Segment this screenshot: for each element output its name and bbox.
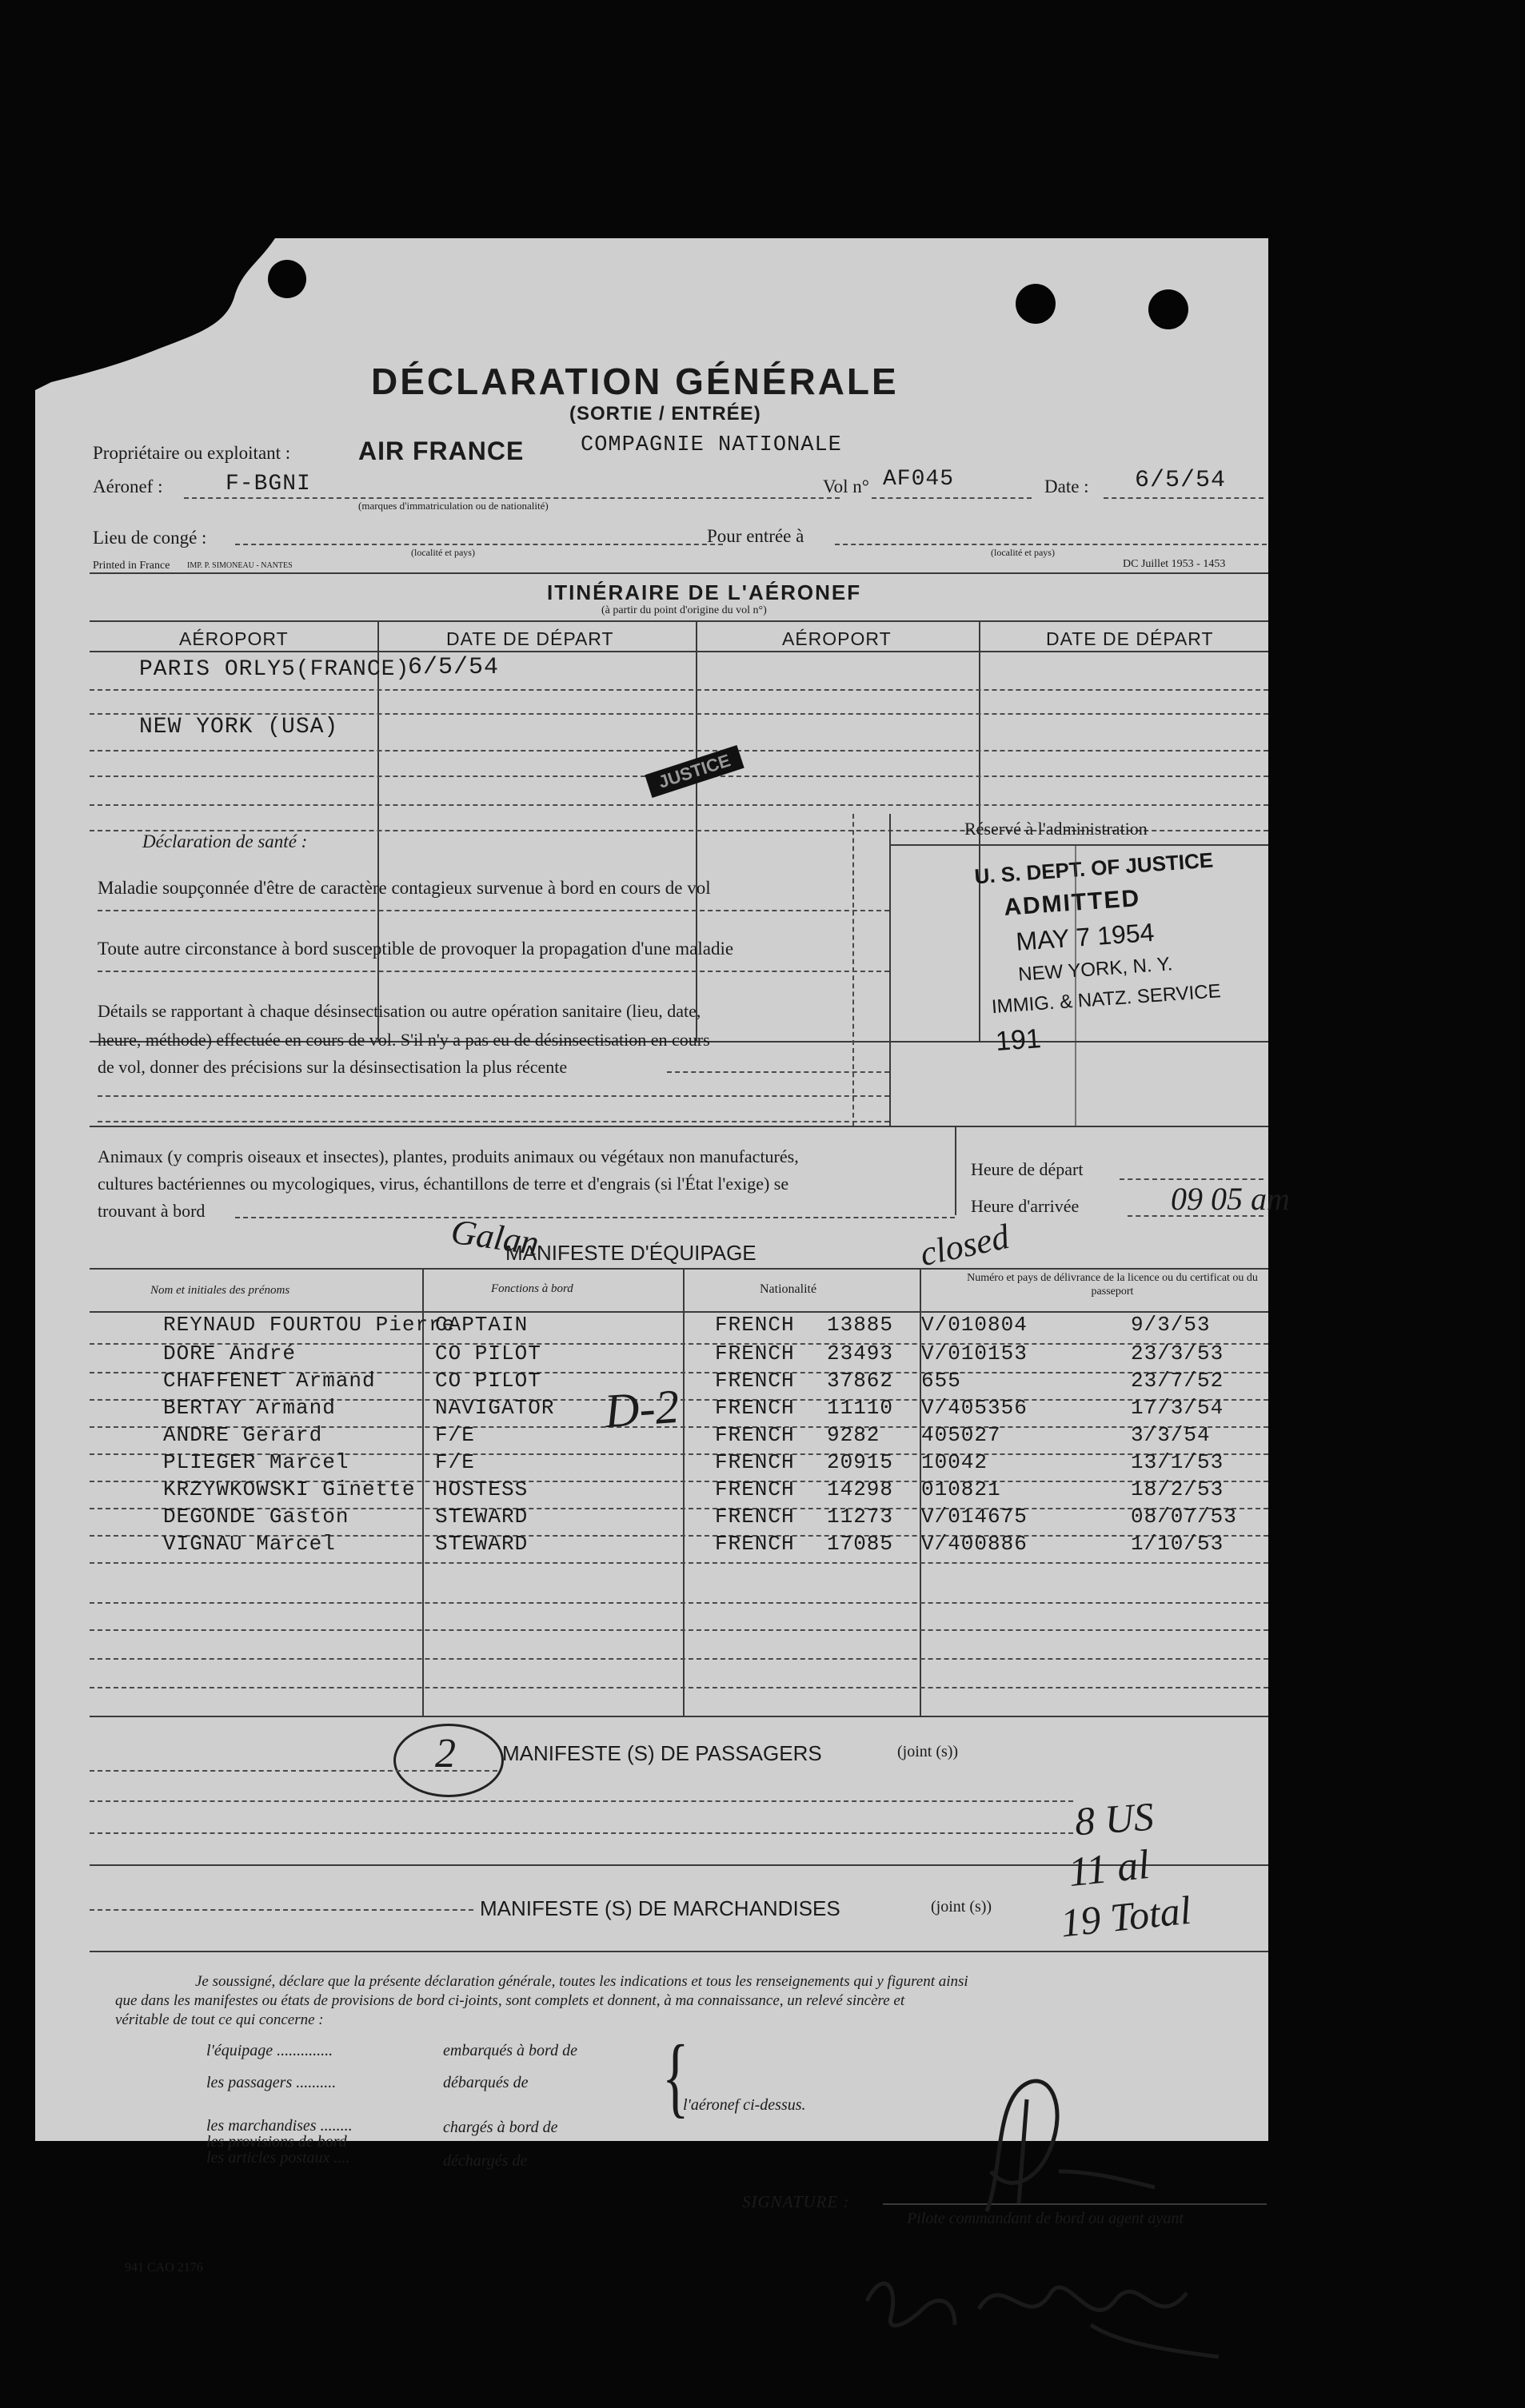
stamp-line-4: NEW YORK, N. Y.	[1017, 953, 1174, 986]
crew-row-9-date: 1/10/53	[1131, 1532, 1224, 1556]
cargo-label: MANIFESTE (S) DE MARCHANDISES	[480, 1896, 840, 1920]
punch-hole-1	[268, 260, 306, 298]
itinerary-title: ITINÉRAIRE DE L'AÉRONEF	[547, 580, 862, 604]
crew-row-3-cert: 655	[921, 1369, 961, 1393]
date-label: Date :	[1044, 476, 1089, 496]
handnote-galas: Galan	[449, 1211, 541, 1263]
crew-row-6-name: PLIEGER Marcel	[163, 1450, 349, 1474]
crew-row-1-name: REYNAUD FOURTOU Pierre	[163, 1313, 456, 1337]
crew-row-3-fn: CO PILOT	[435, 1369, 541, 1393]
crew-row-3-date: 23/7/52	[1131, 1369, 1224, 1393]
page-title: DÉCLARATION GÉNÉRALE	[371, 361, 899, 402]
col-b-disembarked: débarqués de	[443, 2074, 529, 2091]
col-a-provisions: les provisions de bord	[206, 2133, 347, 2151]
crew-row-7-date: 18/2/53	[1131, 1477, 1224, 1501]
crew-row-4-nat: FRENCH	[715, 1396, 795, 1420]
crew-row-5-fn: F/E	[435, 1423, 475, 1447]
entry-place-note: (localité et pays)	[991, 547, 1055, 558]
health-q3-line1: Détails se rapportant à chaque désinsectisation ou autre opération sanitaire (lieu, date,	[98, 1001, 701, 1021]
crew-row-8-fn: STEWARD	[435, 1505, 529, 1529]
handnote-total: 19 Total	[1058, 1887, 1193, 1946]
crew-row-2-name: DORE André	[163, 1342, 297, 1365]
crew-row-9-nat: FRENCH	[715, 1532, 795, 1556]
signature-label: SIGNATURE :	[742, 2192, 850, 2211]
stamp-line-3: MAY 7 1954	[1015, 917, 1156, 956]
passengers-label: MANIFESTE (S) DE PASSAGERS	[502, 1741, 822, 1765]
crew-row-5-date: 3/3/54	[1131, 1423, 1211, 1447]
crew-row-2-num: 23493	[827, 1342, 894, 1365]
owner-value-2: COMPAGNIE NATIONALE	[581, 433, 842, 457]
page-subtitle: (SORTIE / ENTRÉE)	[569, 403, 761, 425]
itin-row2-airport: NEW YORK (USA)	[139, 715, 339, 740]
crew-row-4-date: 17/3/54	[1131, 1396, 1224, 1420]
declaration-line3: véritable de tout ce qui concerne :	[115, 2011, 324, 2028]
cargo-joint: (joint (s))	[931, 1898, 992, 1916]
crew-row-4-cert: V/405356	[921, 1396, 1028, 1420]
initials-signature	[963, 2051, 1203, 2227]
declaration-line1: Je soussigné, déclare que la présente déclaration générale, toutes les indications et tous les renseignements qui y figurent ainsi	[195, 1973, 968, 1990]
crew-row-7-nat: FRENCH	[715, 1477, 795, 1501]
col-a-crew: l'équipage ..............	[206, 2042, 333, 2059]
departure-place-note: (localité et pays)	[411, 547, 475, 558]
itin-row1-airport: PARIS ORLY5(FRANCE)	[139, 657, 410, 682]
stamp-line-6: 191	[994, 1023, 1043, 1057]
crew-row-3-num: 37862	[827, 1369, 894, 1393]
owner-label: Propriétaire ou exploitant :	[93, 443, 291, 463]
brace: {	[662, 2028, 689, 2127]
printer-mid: IMP. P. SIMONEAU - NANTES	[187, 561, 293, 570]
crew-row-9-num: 17085	[827, 1532, 894, 1556]
punch-hole-2	[1016, 284, 1056, 324]
punch-hole-3	[1148, 289, 1188, 329]
departure-time-label: Heure de départ	[971, 1159, 1084, 1179]
handnote-d2: D-2	[602, 1379, 681, 1438]
flight-label: Vol n°	[823, 476, 869, 496]
crew-row-6-date: 13/1/53	[1131, 1450, 1224, 1474]
crew-row-3-name: CHAFFENET Armand	[163, 1369, 376, 1393]
crew-row-2-date: 23/3/53	[1131, 1342, 1224, 1365]
crew-row-4-fn: NAVIGATOR	[435, 1396, 555, 1420]
col-a-postal: les articles postaux ....	[206, 2149, 350, 2167]
crew-row-7-fn: HOSTESS	[435, 1477, 529, 1501]
crew-row-6-cert: 10042	[921, 1450, 988, 1474]
printer-left: Printed in France	[93, 560, 170, 572]
justice-stamp: JUSTICE	[645, 745, 744, 798]
crew-row-5-num: 9282	[827, 1423, 880, 1447]
form-code: 941 CAO 2176	[125, 2261, 203, 2274]
arrival-time-value: 09 05 am	[1171, 1181, 1290, 1217]
owner-value: AIR FRANCE	[358, 437, 525, 465]
itin-header-date-2: DATE DE DÉPART	[1046, 628, 1214, 649]
health-q2: Toute autre circonstance à bord susceptible de provoquer la propagation d'une maladie	[98, 939, 734, 959]
declaration-line2: que dans les manifestes ou états de provisions de bord ci-joints, sont complets et donnent, à ma connaissance, un relevé sincère et	[115, 1992, 905, 2009]
crew-header-function: Fonctions à bord	[491, 1282, 573, 1295]
handnote-al: 11 al	[1066, 1841, 1152, 1896]
crew-row-8-nat: FRENCH	[715, 1505, 795, 1529]
date-value: 6/5/54	[1135, 467, 1227, 494]
torn-corner	[35, 238, 291, 398]
flight-value: AF045	[883, 467, 955, 492]
crew-row-1-num: 13885	[827, 1313, 894, 1337]
col-a-cargo: les marchandises ........	[206, 2117, 353, 2135]
crew-row-9-name: VIGNAU Marcel	[163, 1532, 336, 1556]
entry-place-label: Pour entrée à	[707, 526, 804, 546]
animals-line3: trouvant à bord	[98, 1201, 206, 1221]
crew-row-1-nat: FRENCH	[715, 1313, 795, 1337]
aircraft-label: Aéronef :	[93, 476, 163, 496]
crew-row-9-fn: STEWARD	[435, 1532, 529, 1556]
arrival-time-label: Heure d'arrivée	[971, 1196, 1080, 1216]
passengers-count: 2	[435, 1731, 456, 1776]
crew-header-name: Nom et initiales des prénoms	[150, 1284, 290, 1297]
crew-row-1-cert: V/010804	[921, 1313, 1028, 1337]
aircraft-note: (marques d'immatriculation ou de nationalité)	[358, 500, 549, 512]
crew-row-7-cert: 010821	[921, 1477, 1001, 1501]
crew-row-4-name: BERTAY Armand	[163, 1396, 336, 1420]
crew-row-1-fn: CAPTAIN	[435, 1313, 529, 1337]
crew-row-5-name: ANDRE Gerard	[163, 1423, 323, 1447]
crew-row-8-date: 08/07/53	[1131, 1505, 1237, 1529]
crew-row-7-name: KRZYWKOWSKI Ginette	[163, 1477, 416, 1501]
printer-right: DC Juillet 1953 - 1453	[1123, 558, 1226, 570]
crew-row-5-nat: FRENCH	[715, 1423, 795, 1447]
crew-row-2-nat: FRENCH	[715, 1342, 795, 1365]
health-q3-line3: de vol, donner des précisions sur la désinsectisation la plus récente	[98, 1057, 568, 1077]
crew-row-1-date: 9/3/53	[1131, 1313, 1211, 1337]
crew-header-license: Numéro et pays de délivrance de la licence ou du certificat ou du passeport	[967, 1272, 1258, 1298]
itin-header-date-1: DATE DE DÉPART	[446, 628, 614, 649]
captain-signature	[851, 2237, 1267, 2365]
col-b-embarked: embarqués à bord de	[443, 2042, 577, 2059]
aircraft-value: F-BGNI	[226, 472, 311, 496]
crew-row-3-nat: FRENCH	[715, 1369, 795, 1393]
crew-row-2-cert: V/010153	[921, 1342, 1028, 1365]
passengers-joint: (joint (s))	[897, 1743, 959, 1760]
crew-row-6-nat: FRENCH	[715, 1450, 795, 1474]
stamp-line-2: ADMITTED	[1003, 884, 1142, 921]
crew-row-6-fn: F/E	[435, 1450, 475, 1474]
admin-label: Réservé à l'administration	[964, 819, 1148, 839]
crew-row-8-cert: V/014675	[921, 1505, 1028, 1529]
document-sheet	[35, 238, 1290, 2274]
crew-row-4-num: 11110	[827, 1396, 894, 1420]
crew-row-2-fn: CO PILOT	[435, 1342, 541, 1365]
itin-row1-date: 6/5/54	[408, 654, 500, 681]
col-a-passengers: les passagers ..........	[206, 2074, 337, 2091]
handnote-us: 8 US	[1073, 1793, 1156, 1844]
crew-title: MANIFESTE D'ÉQUIPAGE	[505, 1241, 757, 1265]
animals-line2: cultures bactériennes ou mycologiques, virus, échantillons de terre et d'engrais (si l'État l'exige) se	[98, 1174, 789, 1194]
admitted-stamp	[933, 839, 1236, 1074]
col-b-unloaded: déchargés de	[443, 2152, 528, 2170]
departure-place-label: Lieu de congé :	[93, 528, 207, 548]
crew-header-nationality: Nationalité	[760, 1282, 817, 1296]
crew-row-9-cert: V/400886	[921, 1532, 1028, 1556]
crew-row-5-cert: 405027	[921, 1423, 1001, 1447]
col-c-aircraft: l'aéronef ci-dessus.	[683, 2096, 806, 2114]
col-b-loaded: chargés à bord de	[443, 2119, 558, 2136]
stamp-line-5: IMMIG. & NATZ. SERVICE	[991, 980, 1222, 1019]
signature-caption: Pilote commandant de bord ou agent ayant	[907, 2210, 1184, 2227]
itin-header-airport-1: AÉROPORT	[179, 628, 289, 649]
animals-line1: Animaux (y compris oiseaux et insectes), plantes, produits animaux ou végétaux non manufacturés,	[98, 1146, 799, 1166]
itinerary-subtitle: (à partir du point d'origine du vol n°)	[601, 604, 767, 616]
health-title: Déclaration de santé :	[142, 831, 308, 851]
handnote-closed: closed	[916, 1216, 1013, 1274]
crew-row-8-name: DEGONDE Gaston	[163, 1505, 349, 1529]
crew-row-6-num: 20915	[827, 1450, 894, 1474]
health-q1: Maladie soupçonnée d'être de caractère contagieux survenue à bord en cours de vol	[98, 878, 711, 898]
itin-header-airport-2: AÉROPORT	[782, 628, 892, 649]
crew-row-8-num: 11273	[827, 1505, 894, 1529]
stamp-line-1: U. S. DEPT. OF JUSTICE	[973, 847, 1215, 889]
health-q3-line2: heure, méthode) effectuée en cours de vol. S'il n'y a pas eu de désinsectisation en cours	[98, 1030, 710, 1050]
crew-row-7-num: 14298	[827, 1477, 894, 1501]
